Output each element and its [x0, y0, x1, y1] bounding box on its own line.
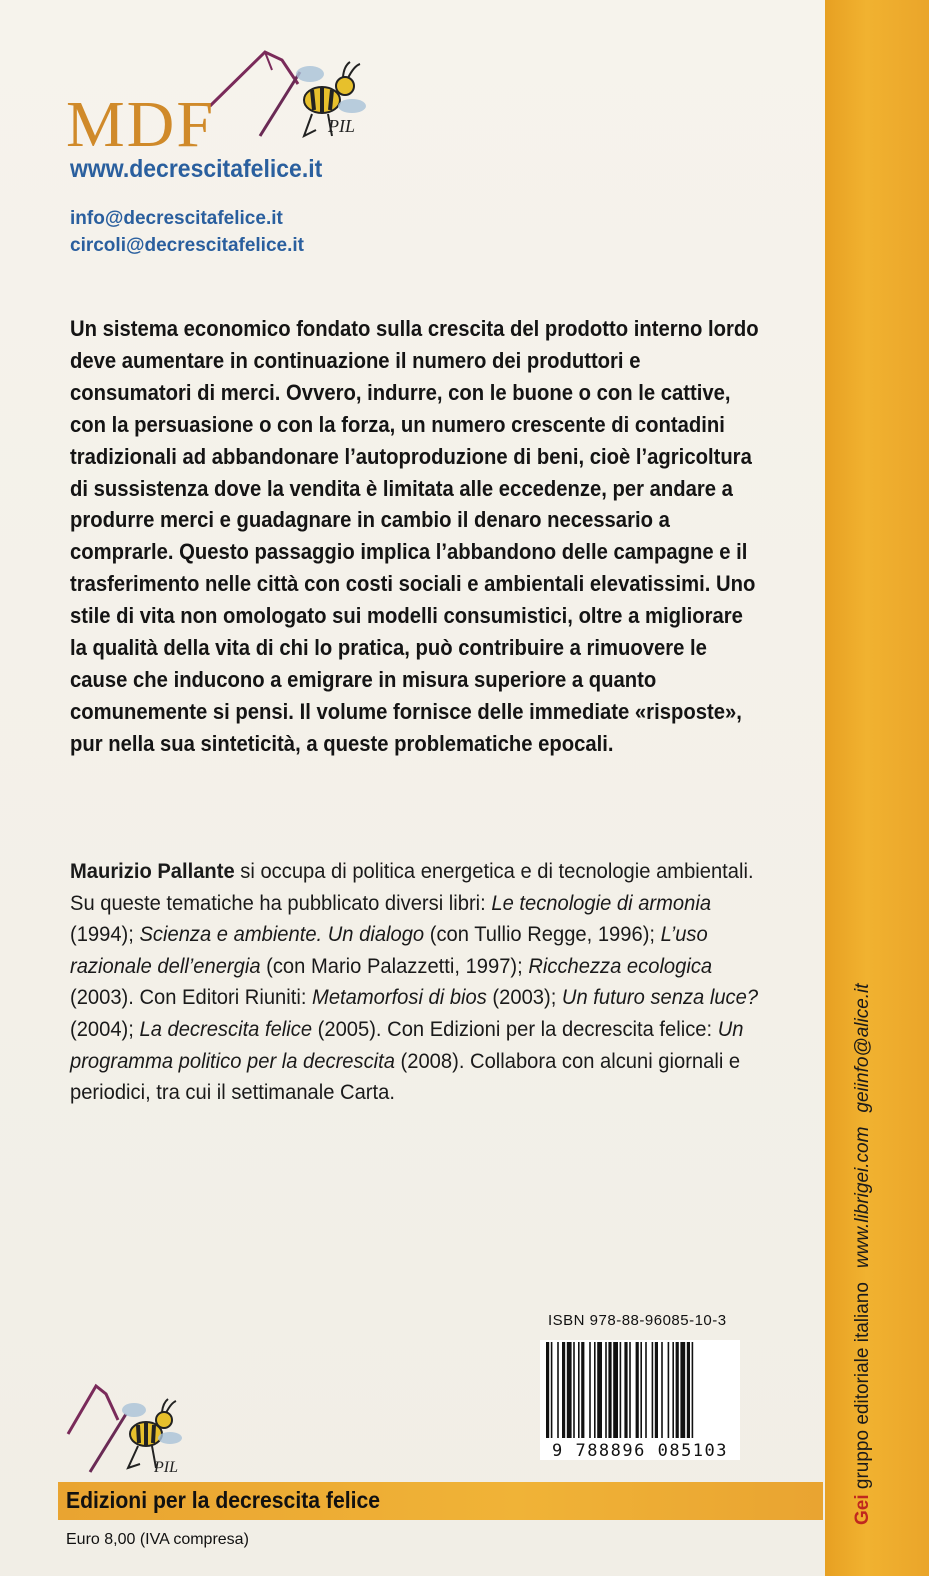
book-title: La decrescita felice [139, 1017, 313, 1041]
bio-text: (con Mario Palazzetti, 1997); [260, 954, 529, 978]
book-title: Scienza e ambiente. Un dialogo [139, 923, 425, 947]
author-bio [70, 856, 771, 1109]
bio-text: (2005). Con Edizioni per la decrescita felice: [312, 1017, 718, 1041]
barcode-digits: 9 788896 085103 [551, 1441, 729, 1461]
orange-spine [825, 0, 929, 1576]
bio-text: (2008). Collabora con alcuni giornali e periodici, tra cui il settimanale Carta. [70, 1049, 741, 1105]
website-link[interactable]: www.decrescitafelice.it [70, 155, 323, 183]
book-title: Le tecnologie di armonia [491, 891, 712, 915]
book-title: Ricchezza ecologica [528, 954, 713, 978]
bio-text: (1994); [70, 923, 140, 947]
price-label: Euro 8,00 (IVA compresa) [66, 1531, 249, 1548]
book-title: L’uso razionale dell’energia [70, 923, 708, 978]
spine-email[interactable]: geiinfo@alice.it [852, 983, 873, 1113]
spine-website[interactable]: www.librigei.com [852, 1126, 873, 1269]
bio-text: si occupa di politica energetica e di tecnologie ambientali. Su queste tematiche ha pubblicato diversi libri: [70, 860, 754, 915]
bio-text: (2003). Con Editori Riuniti: [70, 986, 313, 1010]
barcode-bars [540, 1340, 740, 1440]
book-blurb: Un sistema economico fondato sulla crescita del prodotto interno lordo deve aumentare in continuazione il numero dei produttori e consumatori di merci. Ovvero, indurre, con le buone o con le cattive, con la persuasione o con la forza, un numero crescente di contadini tradizionali ad abbandonare l’autoproduzione di beni, cioè l’agricoltura di sussistenza dove la vendita è limitata alle eccedenze, per andare a produrre merci e guadagnare in cambio il denaro necessario a comprarle. Questo passaggio implica l’abbandono delle campagne e il trasferimento nelle città con costi sociali e ambientali elevatissimi. Uno stile di vita non omologato sui modelli consumistici, oltre a migliorare la qualità della vita di chi lo pratica, può contribuire a rimuovere le cause che inducono a emigrare in misura superiore a quanto comunemente si pensi. Il volume fornisce delle immediate «risposte», pur nella sua sinteticità, a queste problematiche epocali. [70, 316, 759, 756]
isbn-label: ISBN 978-88-96085-10-3 [548, 1312, 727, 1329]
publisher-name: Edizioni per la decrescita felice [66, 1487, 381, 1513]
book-title: Un programma politico per la decrescita [70, 1017, 744, 1073]
author-name: Maurizio Pallante [70, 860, 235, 883]
bee-logo [60, 1372, 200, 1482]
book-title: Un futuro senza luce? [561, 986, 759, 1010]
mdf-wordmark: MDF [66, 88, 216, 161]
bio-text: (con Tullio Regge, 1996); [424, 923, 661, 947]
email-info[interactable]: info@decrescitafelice.it [70, 208, 283, 229]
book-title: Metamorfosi di bios [312, 986, 487, 1010]
bio-text: (2004); [70, 1017, 140, 1041]
gei-logo-text: Gei [852, 1494, 873, 1525]
email-circoli[interactable]: circoli@decrescitafelice.it [70, 235, 304, 256]
spine-text [852, 983, 874, 1525]
pil-label: PIL [154, 1459, 178, 1476]
spine-group: gruppo editoriale italiano [852, 1282, 873, 1495]
bio-text: (2003); [486, 986, 562, 1010]
pil-label: PIL [328, 116, 355, 136]
